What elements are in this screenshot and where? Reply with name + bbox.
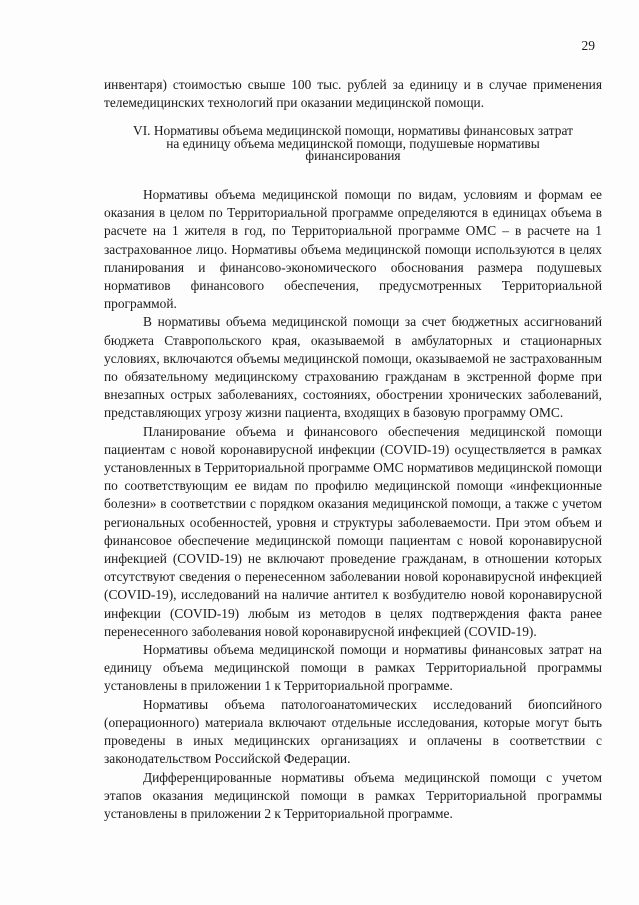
paragraph: В нормативы объема медицинской помощи за счет бюджетных ассигнований бюджета Ставропольского края, оказываемой в амбулаторных и стационарных условиях, включаются объемы медицинской помощи, оказываемой не застрахованным по обязательному медицинскому страхованию гражданам в экстренной форме при внезапных острых заболеваниях, состояниях, обострении хронических заболеваний, представляющих угрозу жизни пациента, входящих в базовую программу ОМС. [104,314,602,421]
section-heading-line-2: на единицу объема медицинской помощи, подушевые нормативы [166,135,540,151]
section-body [104,186,602,823]
paragraph: Нормативы объема медицинской помощи по видам, условиям и формам ее оказания в целом по Территориальной программе определяются в единицах объема в расчете на 1 жителя в год, по Территориальной программе ОМС – в расчете на 1 застрахованное лицо. Нормативы объема медицинской помощи используются в целях планирования и финансово-экономического обоснования размера подушевых нормативов финансового обеспечения, предусмотренных Территориальной программой. [104,187,602,312]
page-number: 29 [581,38,595,53]
paragraph: Планирование объема и финансового обеспечения медицинской помощи пациентам с новой коронавирусной инфекции (COVID-19) осуществляется в рамках установленных в Территориальной программе ОМС нормативов медицинской помощи по соответствующим ее видам по профилю медицинской помощи «инфекционные болезни» в соответствии с порядком оказания медицинской помощи, а также с учетом региональных особенностей, уровня и структуры заболеваемости. При этом объем и финансовое обеспечение медицинской помощи пациентам с новой коронавирусной инфекцией (COVID-19) не включают проведение гражданам, в отношении которых отсутствуют сведения о перенесенном заболевании новой коронавирусной инфекцией (COVID-19), исследований на наличие антител к возбудителю новой коронавирусной инфекции (COVID-19) любым из методов в целях подтверждения факта ранее перенесенного заболевания новой коронавирусной инфекцией (COVID-19). [104,423,602,639]
section-heading-line-3: финансирования [305,148,401,163]
paragraph: Нормативы объема медицинской помощи и нормативы финансовых затрат на единицу объема медицинской помощи в рамках Территориальной программы установлены в приложении 1 к Территориальной программе. [104,642,602,694]
section-heading [104,125,602,163]
continuation-paragraph: инвентаря) стоимостью свыше 100 тыс. рублей за единицу и в случае применения телемедицинских технологий при оказании медицинской помощи. [104,77,602,111]
paragraph: Нормативы объема патологоанатомических исследований биопсийного (операционного) материала включают отдельные исследования, которые могут быть проведены в иных медицинских организациях и оплачены в соответствии с законодательством Российской Федерации. [104,696,602,767]
section-heading-line-1: VI. Нормативы объема медицинской помощи, нормативы финансовых затрат [133,123,573,138]
paragraph: Дифференцированные нормативы объема медицинской помощи с учетом этапов оказания медицинской помощи в рамках Территориальной программы установлены в приложении 2 к Территориальной программе. [104,769,602,821]
